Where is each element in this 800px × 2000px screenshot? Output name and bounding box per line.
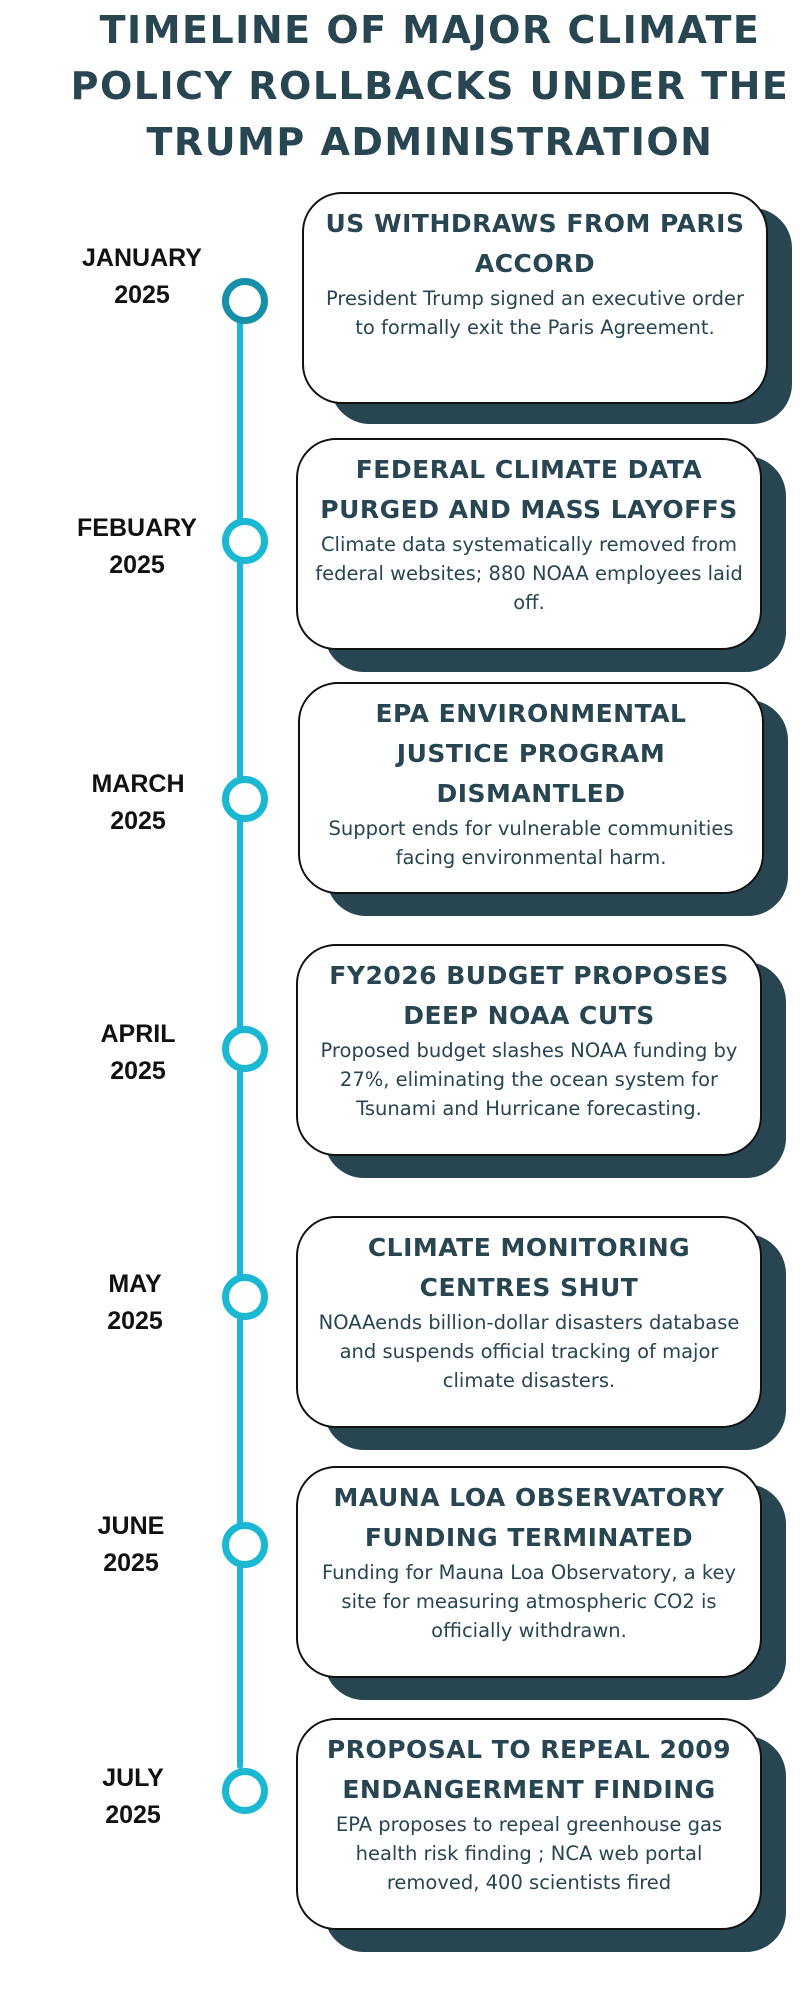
event-heading: MAUNA LOA OBSERVATORY FUNDING TERMINATED [333,1483,725,1552]
event-description: Proposed budget slashes NOAA funding by 27%, eliminating the ocean system for Tsunami and Hurricane forecasting. [320,1039,738,1120]
timeline-node-february [222,518,268,564]
event-card-march [298,682,764,894]
timeline-node-may [222,1274,268,1320]
timeline-node-april [222,1026,268,1072]
event-date-june: JUNE 2025 [97,1512,165,1577]
event-description: EPA proposes to repeal greenhouse gas health risk finding ; NCA web portal removed, 400 scientists fired [335,1813,723,1894]
event-heading: CLIMATE MONITORING CENTRES SHUT [367,1233,691,1302]
event-description: Support ends for vulnerable communities facing environmental harm. [328,817,734,869]
timeline-node-june [222,1522,268,1568]
event-description: President Trump signed an executive order to formally exit the Paris Agreement. [325,287,744,339]
event-date-march: MARCH 2025 [91,770,185,835]
event-heading: FEDERAL CLIMATE DATA PURGED AND MASS LAYOFFS [320,455,738,524]
event-heading: FY2026 BUDGET PROPOSES DEEP NOAA CUTS [329,961,729,1030]
event-card-april [296,944,762,1156]
event-date-february: FEBUARY 2025 [77,514,197,579]
page-title: TIMELINE OF MAJOR CLIMATE POLICY ROLLBACKS UNDER THE TRUMP ADMINISTRATION [70,8,790,164]
event-date-april: APRIL 2025 [100,1020,176,1085]
event-description: Climate data systematically removed from federal websites; 880 NOAA employees laid off. [315,533,743,614]
event-card-may [296,1216,762,1428]
event-date-july: JULY 2025 [102,1764,164,1829]
event-description: NOAAends billion-dollar disasters database and suspends official tracking of major climate disasters. [318,1311,740,1392]
timeline-node-january [222,278,268,324]
event-card-july [296,1718,762,1930]
event-heading: PROPOSAL TO REPEAL 2009 ENDANGERMENT FINDING [326,1735,732,1804]
event-card-january [302,192,768,404]
event-heading: US WITHDRAWS FROM PARIS ACCORD [325,209,745,278]
timeline-node-july [222,1768,268,1814]
event-description: Funding for Mauna Loa Observatory, a key site for measuring atmospheric CO2 is officially withdrawn. [321,1561,737,1642]
timeline-node-march [222,776,268,822]
event-date-may: MAY 2025 [107,1270,163,1335]
event-date-january: JANUARY 2025 [82,244,202,309]
event-card-february [296,438,762,650]
event-heading: EPA ENVIRONMENTAL JUSTICE PROGRAM DISMANTLED [375,699,687,808]
event-card-june [296,1466,762,1678]
